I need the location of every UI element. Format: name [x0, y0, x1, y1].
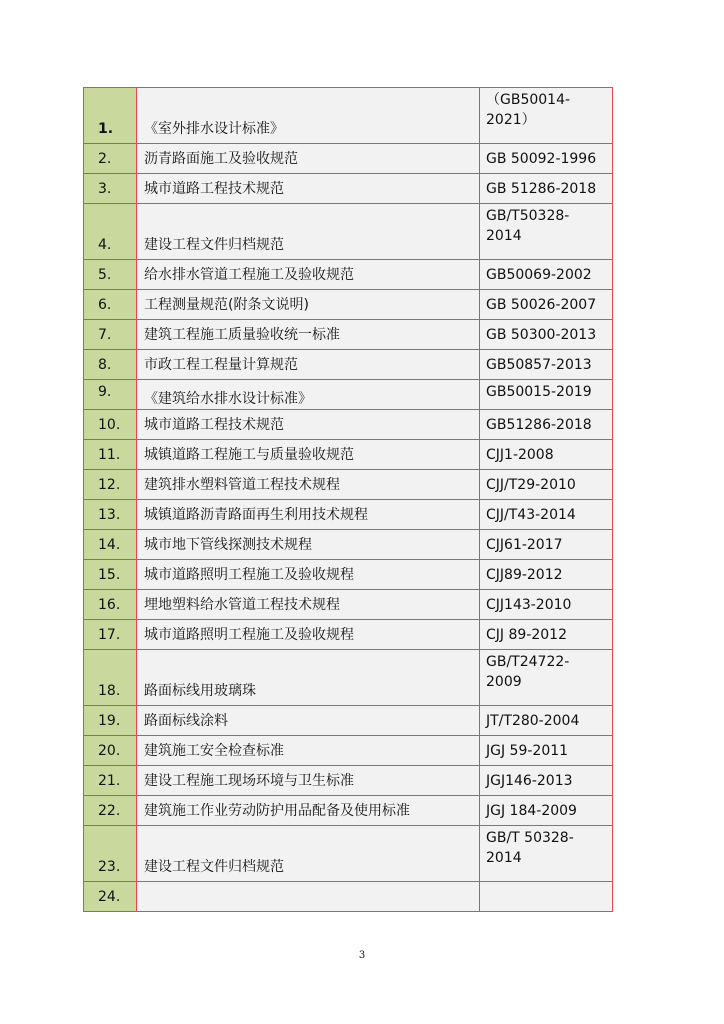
table-row	[84, 260, 613, 290]
standard-name: 城镇道路沥青路面再生利用技术规程	[137, 500, 480, 530]
standard-code-line: GB/T50328-	[486, 208, 570, 224]
standard-code	[480, 204, 613, 260]
page-number: 3	[358, 950, 366, 961]
table-row	[84, 560, 613, 590]
table-row	[84, 320, 613, 350]
row-number: 14.	[84, 530, 137, 560]
standard-name: 城镇道路工程施工与质量验收规范	[137, 440, 480, 470]
standard-name: 建筑施工安全检查标准	[137, 736, 480, 766]
table-row	[84, 88, 613, 144]
standard-code	[480, 826, 613, 882]
row-number: 4.	[84, 204, 137, 260]
standard-name: 埋地塑料给水管道工程技术规程	[137, 590, 480, 620]
row-number: 16.	[84, 590, 137, 620]
standard-code: CJJ143-2010	[480, 590, 613, 620]
standard-name: 《建筑给水排水设计标准》	[137, 380, 480, 410]
table-row	[84, 882, 613, 912]
row-number: 17.	[84, 620, 137, 650]
row-number: 1.	[84, 88, 137, 144]
standard-code: CJJ89-2012	[480, 560, 613, 590]
row-number: 21.	[84, 766, 137, 796]
standard-code: CJJ61-2017	[480, 530, 613, 560]
standard-name: 工程测量规范(附条文说明)	[137, 290, 480, 320]
table-row	[84, 500, 613, 530]
standard-code-line: GB/T 50328-	[486, 830, 574, 846]
standard-name: 城市地下管线探测技术规程	[137, 530, 480, 560]
table-row	[84, 766, 613, 796]
standard-name: 城市道路照明工程施工及验收规程	[137, 560, 480, 590]
table-row	[84, 410, 613, 440]
table-row	[84, 706, 613, 736]
standard-name: 建设工程文件归档规范	[137, 826, 480, 882]
standard-code	[480, 882, 613, 912]
table-row	[84, 204, 613, 260]
standard-code: GB 50300-2013	[480, 320, 613, 350]
standard-code: CJJ1-2008	[480, 440, 613, 470]
standard-name: 城市道路工程技术规范	[137, 174, 480, 204]
table-row	[84, 470, 613, 500]
row-number: 12.	[84, 470, 137, 500]
row-number: 15.	[84, 560, 137, 590]
standard-name	[137, 882, 480, 912]
standard-name: 建筑施工作业劳动防护用品配备及使用标准	[137, 796, 480, 826]
standard-code: GB50069-2002	[480, 260, 613, 290]
standard-name: 城市道路照明工程施工及验收规程	[137, 620, 480, 650]
row-number: 22.	[84, 796, 137, 826]
row-number: 11.	[84, 440, 137, 470]
table-row	[84, 290, 613, 320]
standard-name: 市政工程工程量计算规范	[137, 350, 480, 380]
standards-table	[83, 87, 613, 912]
standard-code: JGJ146-2013	[480, 766, 613, 796]
row-number: 20.	[84, 736, 137, 766]
standard-code: CJJ 89-2012	[480, 620, 613, 650]
standard-code: GB50857-2013	[480, 350, 613, 380]
row-number: 23.	[84, 826, 137, 882]
standard-code: JGJ 184-2009	[480, 796, 613, 826]
standard-code: GB 50092-1996	[480, 144, 613, 174]
standard-code: JGJ 59-2011	[480, 736, 613, 766]
standard-code: GB 50026-2007	[480, 290, 613, 320]
standard-code: GB50015-2019	[480, 380, 613, 410]
table-row	[84, 826, 613, 882]
standard-code	[480, 650, 613, 706]
table-row	[84, 440, 613, 470]
row-number: 24.	[84, 882, 137, 912]
standard-name: 路面标线涂料	[137, 706, 480, 736]
row-number: 10.	[84, 410, 137, 440]
table-row	[84, 380, 613, 410]
standard-name: 给水排水管道工程施工及验收规范	[137, 260, 480, 290]
table-row	[84, 144, 613, 174]
standard-code	[480, 88, 613, 144]
table-row	[84, 796, 613, 826]
standard-name: 路面标线用玻璃珠	[137, 650, 480, 706]
standard-name: 建设工程施工现场环境与卫生标准	[137, 766, 480, 796]
standard-name: 城市道路工程技术规范	[137, 410, 480, 440]
standard-code: CJJ/T43-2014	[480, 500, 613, 530]
standard-name: 建筑排水塑料管道工程技术规程	[137, 470, 480, 500]
standard-name: 沥青路面施工及验收规范	[137, 144, 480, 174]
row-number: 9.	[84, 380, 137, 410]
standard-code: CJJ/T29-2010	[480, 470, 613, 500]
table-row	[84, 650, 613, 706]
row-number: 5.	[84, 260, 137, 290]
table-row	[84, 174, 613, 204]
table-row	[84, 350, 613, 380]
standard-code-line: 2009	[486, 674, 522, 690]
row-number: 2.	[84, 144, 137, 174]
table-row	[84, 590, 613, 620]
standard-code: GB 51286-2018	[480, 174, 613, 204]
row-number: 8.	[84, 350, 137, 380]
standard-code: JT/T280-2004	[480, 706, 613, 736]
standard-code-line: 2014	[486, 850, 522, 866]
standard-code-line: GB/T24722-	[486, 654, 570, 670]
standard-code-line: 2014	[486, 228, 522, 244]
row-number: 13.	[84, 500, 137, 530]
standard-code-line: （GB50014-	[486, 92, 571, 108]
table-row	[84, 736, 613, 766]
standard-code: GB51286-2018	[480, 410, 613, 440]
row-number: 6.	[84, 290, 137, 320]
row-number: 3.	[84, 174, 137, 204]
table-row	[84, 530, 613, 560]
standard-name: 建筑工程施工质量验收统一标准	[137, 320, 480, 350]
table-row	[84, 620, 613, 650]
row-number: 7.	[84, 320, 137, 350]
row-number: 19.	[84, 706, 137, 736]
standard-name: 建设工程文件归档规范	[137, 204, 480, 260]
standard-name: 《室外排水设计标准》	[137, 88, 480, 144]
standard-code-line: 2021）	[486, 112, 536, 128]
row-number: 18.	[84, 650, 137, 706]
